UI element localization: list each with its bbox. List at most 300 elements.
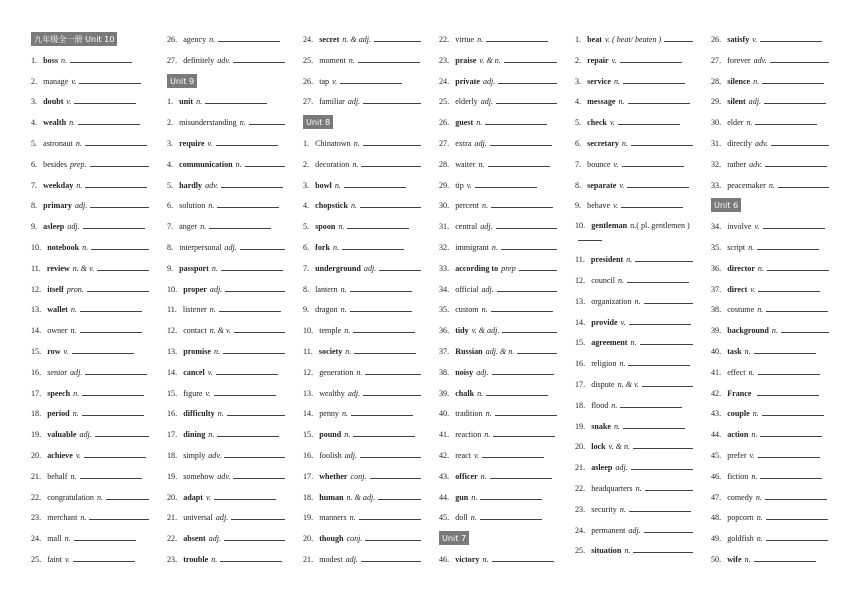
answer-blank[interactable] — [754, 346, 816, 354]
vocab-item — [303, 134, 427, 155]
answer-blank[interactable] — [517, 346, 557, 354]
vocab-word: background — [727, 326, 769, 336]
answer-blank[interactable] — [623, 76, 685, 84]
answer-blank[interactable] — [82, 388, 144, 396]
answer-blank[interactable] — [83, 221, 145, 229]
answer-blank[interactable] — [765, 492, 827, 500]
column-5 — [575, 30, 699, 562]
part-of-speech: n. — [477, 388, 484, 398]
answer-blank[interactable] — [89, 512, 149, 520]
item-number: 17. — [575, 379, 586, 389]
answer-blank[interactable] — [342, 242, 404, 250]
vocab-item — [575, 217, 699, 250]
vocab-word: praise — [455, 55, 477, 65]
answer-blank[interactable] — [495, 408, 557, 416]
vocab-item — [711, 529, 835, 550]
answer-blank[interactable] — [757, 242, 819, 250]
answer-blank[interactable] — [351, 408, 413, 416]
answer-blank[interactable] — [644, 525, 693, 533]
item-number: 13. — [575, 296, 586, 306]
answer-blank[interactable] — [78, 117, 140, 125]
vocab-word: prefer — [727, 450, 747, 460]
vocab-word: bounce — [587, 159, 611, 169]
answer-blank[interactable] — [221, 263, 283, 271]
answer-blank[interactable] — [378, 492, 421, 500]
answer-blank[interactable] — [218, 34, 280, 42]
item-number: 20. — [31, 450, 42, 460]
answer-blank[interactable] — [365, 533, 421, 541]
answer-blank[interactable] — [645, 483, 693, 491]
answer-blank[interactable] — [496, 96, 557, 104]
item-number: 23. — [167, 554, 178, 564]
answer-blank[interactable] — [620, 55, 682, 63]
answer-blank[interactable] — [80, 325, 142, 333]
vocab-item — [31, 404, 155, 425]
vocab-item — [575, 292, 699, 313]
answer-blank[interactable] — [79, 76, 141, 84]
vocab-item — [303, 363, 427, 384]
vocab-item — [303, 72, 427, 93]
vocab-word: dining — [183, 430, 206, 440]
part-of-speech: v. — [205, 388, 211, 398]
vocab-word: manage — [43, 76, 69, 86]
vocab-item — [303, 280, 427, 301]
vocab-item — [167, 30, 291, 51]
item-number: 31. — [711, 138, 722, 148]
answer-blank[interactable] — [85, 138, 147, 146]
vocab-word: weekday — [43, 180, 74, 190]
vocab-word: security — [591, 504, 617, 514]
answer-blank[interactable] — [370, 471, 422, 479]
answer-blank[interactable] — [347, 221, 409, 229]
answer-blank[interactable] — [480, 492, 542, 500]
answer-blank[interactable] — [91, 242, 149, 250]
vocab-word: dispute — [591, 379, 615, 389]
answer-blank[interactable] — [85, 367, 147, 375]
answer-blank[interactable] — [224, 533, 285, 541]
vocab-item — [31, 134, 155, 155]
vocab-item — [439, 259, 563, 280]
vocab-item — [439, 155, 563, 176]
item-number: 12. — [167, 326, 178, 336]
answer-blank[interactable] — [227, 408, 285, 416]
answer-blank[interactable] — [618, 117, 680, 125]
answer-blank[interactable] — [771, 138, 829, 146]
item-number: 26. — [711, 35, 722, 44]
answer-blank[interactable] — [501, 242, 557, 250]
answer-blank[interactable] — [361, 554, 421, 562]
item-number: 48. — [711, 513, 722, 523]
vocab-word: owner — [47, 326, 68, 336]
answer-blank[interactable] — [488, 159, 550, 167]
answer-blank[interactable] — [760, 429, 822, 437]
vocab-word: virtue — [455, 35, 475, 44]
answer-blank[interactable] — [620, 400, 682, 408]
vocab-item — [303, 529, 427, 550]
vocab-item — [439, 238, 563, 259]
vocab-word: doll — [455, 513, 468, 523]
answer-blank[interactable] — [84, 450, 146, 458]
vocab-word: hardly — [179, 180, 203, 190]
vocab-item — [167, 113, 291, 134]
answer-blank[interactable] — [770, 55, 829, 63]
vocab-item — [711, 30, 835, 51]
answer-blank[interactable] — [80, 471, 142, 479]
answer-blank[interactable] — [628, 96, 690, 104]
answer-blank[interactable] — [623, 421, 685, 429]
answer-blank[interactable] — [758, 284, 820, 292]
answer-blank[interactable] — [363, 138, 421, 146]
answer-blank[interactable] — [502, 325, 557, 333]
answer-blank[interactable] — [496, 221, 557, 229]
vocab-item — [31, 363, 155, 384]
answer-blank[interactable] — [633, 441, 693, 449]
vocab-word: passport — [179, 263, 209, 273]
vocab-word: whether — [319, 471, 348, 481]
vocab-word: officer — [455, 471, 478, 481]
answer-blank[interactable] — [498, 76, 557, 84]
answer-blank[interactable] — [106, 492, 149, 500]
answer-blank[interactable] — [490, 471, 552, 479]
answer-blank[interactable] — [631, 138, 693, 146]
answer-blank[interactable] — [233, 55, 285, 63]
answer-blank[interactable] — [231, 512, 285, 520]
part-of-speech: n. — [621, 138, 628, 148]
answer-blank[interactable] — [642, 379, 693, 387]
item-number: 16. — [303, 450, 314, 460]
vocab-word: itself — [47, 284, 64, 294]
answer-blank[interactable] — [628, 358, 690, 366]
answer-blank[interactable] — [757, 388, 819, 396]
answer-blank[interactable] — [492, 554, 554, 562]
vocab-word: situation — [591, 546, 622, 556]
part-of-speech: n. — [482, 201, 489, 211]
item-number: 24. — [303, 35, 314, 44]
vocab-word: satisfy — [727, 35, 750, 44]
part-of-speech: n. — [756, 534, 763, 544]
part-of-speech: n. — [753, 76, 760, 86]
vocab-item — [167, 425, 291, 446]
answer-blank[interactable] — [217, 200, 279, 208]
answer-blank[interactable] — [374, 34, 421, 42]
answer-blank[interactable] — [73, 554, 135, 562]
answer-blank[interactable] — [95, 429, 149, 437]
answer-blank[interactable] — [365, 367, 421, 375]
vocab-word: though — [319, 534, 344, 544]
answer-blank[interactable] — [762, 76, 824, 84]
item-number: 12. — [575, 275, 586, 285]
vocab-word: flood — [591, 400, 609, 410]
vocab-word: contact — [183, 326, 207, 336]
answer-blank[interactable] — [353, 325, 415, 333]
vocab-word: behalf — [47, 471, 68, 481]
item-number: 28. — [439, 159, 450, 169]
answer-blank[interactable] — [475, 180, 537, 188]
vocab-word: headquarters — [591, 483, 633, 493]
part-of-speech: n. — [746, 118, 753, 128]
answer-blank[interactable] — [353, 429, 415, 437]
answer-blank[interactable] — [493, 429, 555, 437]
item-number: 9. — [575, 201, 582, 211]
answer-blank[interactable] — [760, 34, 822, 42]
vocab-word: simply — [183, 450, 206, 460]
part-of-speech: n. — [476, 118, 483, 128]
unit-header — [439, 529, 563, 550]
answer-blank[interactable] — [766, 304, 828, 312]
part-of-speech: n. — [618, 97, 625, 107]
vocab-item — [167, 467, 291, 488]
part-of-speech: adj. — [476, 367, 489, 377]
answer-blank[interactable] — [363, 96, 421, 104]
answer-blank[interactable] — [350, 304, 412, 312]
item-number: 27. — [167, 55, 178, 65]
vocab-item — [711, 425, 835, 446]
part-of-speech: n. — [485, 409, 492, 419]
answer-blank[interactable] — [491, 304, 553, 312]
item-number: 8. — [167, 242, 174, 252]
vocab-word: secretary — [587, 138, 619, 148]
item-number: 19. — [167, 471, 178, 481]
answer-blank[interactable] — [754, 554, 816, 562]
answer-blank[interactable] — [490, 138, 552, 146]
vocab-word: according to — [455, 263, 499, 273]
answer-blank[interactable] — [578, 233, 602, 241]
answer-blank[interactable] — [755, 117, 817, 125]
answer-blank[interactable] — [635, 254, 693, 262]
part-of-speech: n. & v. — [617, 379, 640, 389]
part-of-speech: n. — [72, 409, 79, 419]
vocab-word: spoon — [315, 222, 336, 232]
vocab-word: noisy — [455, 367, 474, 377]
answer-blank[interactable] — [480, 512, 542, 520]
answer-blank[interactable] — [765, 159, 827, 167]
answer-blank[interactable] — [504, 55, 557, 63]
part-of-speech: n. — [80, 513, 87, 523]
vocab-word: asleep — [591, 463, 613, 473]
answer-blank[interactable] — [629, 317, 691, 325]
answer-blank[interactable] — [350, 284, 412, 292]
answer-blank[interactable] — [240, 242, 285, 250]
vocab-word: absent — [183, 534, 206, 544]
vocab-word: figure — [183, 388, 203, 398]
answer-blank[interactable] — [492, 367, 554, 375]
answer-blank[interactable] — [249, 117, 285, 125]
answer-blank[interactable] — [486, 388, 548, 396]
vocab-item — [31, 113, 155, 134]
part-of-speech: n. — [481, 305, 488, 315]
item-number: 27. — [303, 97, 314, 107]
item-number: 32. — [439, 242, 450, 252]
item-number: 50. — [711, 554, 722, 564]
item-number: 18. — [31, 409, 42, 419]
answer-blank[interactable] — [622, 159, 684, 167]
answer-blank[interactable] — [220, 554, 282, 562]
answer-blank[interactable] — [664, 34, 693, 42]
answer-blank[interactable] — [627, 180, 689, 188]
item-number: 10. — [167, 284, 178, 294]
part-of-speech: n. — [613, 76, 621, 86]
item-number: 38. — [439, 367, 450, 377]
answer-blank[interactable] — [85, 180, 147, 188]
answer-blank[interactable] — [631, 462, 693, 470]
vocab-item — [439, 550, 563, 571]
part-of-speech: n. & adj. — [342, 35, 372, 44]
answer-blank[interactable] — [758, 367, 820, 375]
answer-blank[interactable] — [781, 325, 829, 333]
answer-blank[interactable] — [767, 263, 829, 271]
part-of-speech: n. — [344, 326, 351, 336]
item-number: 43. — [439, 471, 450, 481]
answer-blank[interactable] — [224, 450, 285, 458]
vocab-word: message — [587, 97, 616, 107]
answer-blank[interactable] — [629, 504, 691, 512]
answer-blank[interactable] — [764, 96, 826, 104]
answer-blank[interactable] — [219, 304, 281, 312]
part-of-speech: n. — [470, 513, 477, 523]
item-number: 21. — [31, 471, 42, 481]
vocab-word: achieve — [47, 450, 73, 460]
answer-blank[interactable] — [766, 533, 828, 541]
vocab-word: direct — [727, 284, 748, 294]
part-of-speech: n. — [76, 180, 83, 190]
part-of-speech: n. — [484, 430, 491, 440]
answer-blank[interactable] — [340, 76, 402, 84]
answer-blank[interactable] — [216, 367, 278, 375]
answer-blank[interactable] — [358, 55, 420, 63]
vocab-item — [575, 176, 699, 197]
vocab-item — [439, 404, 563, 425]
answer-blank[interactable] — [360, 450, 421, 458]
answer-blank[interactable] — [344, 180, 406, 188]
answer-blank[interactable] — [74, 96, 136, 104]
answer-blank[interactable] — [360, 200, 421, 208]
part-of-speech: n. — [211, 263, 218, 273]
item-number: 5. — [167, 180, 174, 190]
part-of-speech: adj. — [74, 201, 88, 211]
vocab-item — [167, 238, 291, 259]
answer-blank[interactable] — [80, 304, 142, 312]
vocab-word: couple — [727, 409, 750, 419]
answer-blank[interactable] — [214, 492, 276, 500]
item-number: 45. — [711, 450, 722, 460]
answer-blank[interactable] — [70, 55, 132, 63]
part-of-speech: v. & n. — [608, 442, 631, 452]
part-of-speech: n. — [755, 492, 762, 502]
vocab-item — [31, 72, 155, 93]
answer-blank[interactable] — [640, 337, 694, 345]
item-number: 35. — [439, 305, 450, 315]
answer-blank[interactable] — [87, 284, 149, 292]
answer-blank[interactable] — [519, 263, 557, 271]
answer-blank[interactable] — [223, 346, 285, 354]
vocab-item — [167, 508, 291, 529]
answer-blank[interactable] — [763, 221, 825, 229]
answer-blank[interactable] — [205, 96, 267, 104]
answer-blank[interactable] — [359, 512, 421, 520]
vocab-item — [31, 342, 155, 363]
answer-blank[interactable] — [627, 275, 689, 283]
answer-blank[interactable] — [621, 200, 683, 208]
vocab-item — [31, 217, 155, 238]
answer-blank[interactable] — [361, 159, 421, 167]
answer-blank[interactable] — [233, 471, 285, 479]
answer-blank[interactable] — [216, 138, 278, 146]
answer-blank[interactable] — [354, 346, 416, 354]
vocab-item — [575, 271, 699, 292]
answer-blank[interactable] — [758, 450, 820, 458]
part-of-speech: n. — [235, 159, 242, 169]
vocab-item — [303, 51, 427, 72]
part-of-speech: v. — [613, 201, 619, 211]
vocab-word: unit — [179, 97, 194, 107]
answer-blank[interactable] — [209, 221, 271, 229]
vocab-item — [303, 550, 427, 571]
answer-blank[interactable] — [90, 200, 149, 208]
answer-blank[interactable] — [633, 545, 693, 553]
item-number: 2. — [167, 118, 174, 128]
answer-blank[interactable] — [766, 512, 828, 520]
answer-blank[interactable] — [234, 325, 285, 333]
answer-blank[interactable] — [762, 408, 824, 416]
answer-blank[interactable] — [225, 284, 285, 292]
vocab-item — [31, 155, 155, 176]
vocab-item — [575, 541, 699, 562]
part-of-speech: n. — [96, 492, 104, 502]
answer-blank[interactable] — [217, 429, 279, 437]
vocab-item — [167, 259, 291, 280]
vocab-item — [167, 217, 291, 238]
answer-blank[interactable] — [221, 180, 283, 188]
answer-blank[interactable] — [214, 388, 276, 396]
vocab-item — [31, 384, 155, 405]
answer-blank[interactable] — [497, 284, 557, 292]
item-number: 11. — [167, 305, 177, 315]
unit-header-label: Unit 9 — [167, 74, 197, 88]
part-of-speech: adv. — [754, 138, 769, 148]
part-of-speech: adv. — [749, 159, 763, 169]
answer-blank[interactable] — [778, 180, 829, 188]
item-number: 4. — [31, 118, 38, 128]
answer-blank[interactable] — [485, 117, 547, 125]
part-of-speech: n. — [757, 263, 764, 273]
item-number: 17. — [303, 471, 314, 481]
vocab-word: interpersonal — [179, 242, 222, 252]
answer-blank[interactable] — [82, 408, 144, 416]
answer-blank[interactable] — [90, 159, 150, 167]
vocab-word: lantern — [315, 284, 338, 294]
vocab-item — [711, 176, 835, 197]
answer-blank[interactable] — [363, 388, 421, 396]
vocab-word: penny — [319, 409, 339, 419]
answer-blank[interactable] — [760, 471, 822, 479]
answer-blank[interactable] — [486, 34, 548, 42]
item-number: 18. — [167, 450, 178, 460]
vocab-word: action — [727, 430, 749, 440]
part-of-speech: n. — [352, 159, 359, 169]
answer-blank[interactable] — [644, 296, 693, 304]
answer-blank[interactable] — [491, 200, 553, 208]
vocab-item — [575, 51, 699, 72]
answer-blank[interactable] — [97, 263, 149, 271]
answer-blank[interactable] — [245, 159, 285, 167]
part-of-speech: adj. — [481, 284, 494, 294]
item-number: 15. — [575, 338, 586, 348]
answer-blank[interactable] — [74, 533, 136, 541]
vocab-item — [439, 425, 563, 446]
answer-blank[interactable] — [482, 450, 544, 458]
answer-blank[interactable] — [379, 263, 421, 271]
answer-blank[interactable] — [72, 346, 134, 354]
